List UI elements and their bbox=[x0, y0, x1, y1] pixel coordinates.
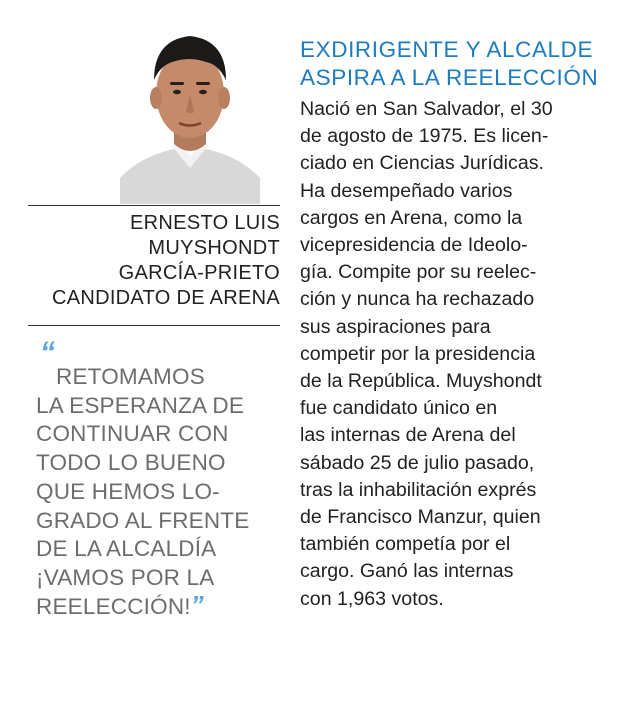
bio-line: de la República. Muyshondt bbox=[300, 370, 542, 393]
bio-line: ción y nunca ha rechazado bbox=[300, 288, 535, 311]
bio-line: Ha desempeñado varios bbox=[300, 179, 513, 202]
biography-text bbox=[300, 96, 620, 613]
candidate-portrait-photo bbox=[120, 18, 260, 204]
candidate-name-caption bbox=[20, 211, 280, 311]
bio-line: vicepresidencia de Ideolo- bbox=[300, 234, 528, 257]
bio-line: cargo. Ganó las internas bbox=[300, 560, 514, 583]
bio-line: tras la inhabilitación exprés bbox=[300, 478, 537, 501]
divider-bottom bbox=[28, 325, 280, 326]
open-quote-mark: “ bbox=[40, 336, 56, 369]
quote-last-line bbox=[36, 589, 249, 622]
quote-line: GRADO AL FRENTE bbox=[36, 507, 250, 533]
bio-line: ciado en Ciencias Jurídicas. bbox=[300, 152, 544, 175]
article-headline bbox=[300, 36, 620, 92]
candidate-name-line: ERNESTO LUIS bbox=[130, 212, 280, 234]
candidate-name-line: GARCÍA-PRIETO bbox=[118, 262, 280, 284]
bio-line: competir por la presidencia bbox=[300, 342, 536, 365]
bio-line: gía. Compite por su reelec- bbox=[300, 261, 537, 284]
quote-line: LA ESPERANZA DE bbox=[36, 392, 245, 418]
bio-line: las internas de Arena del bbox=[300, 424, 516, 447]
quote-line: RETOMAMOS bbox=[56, 364, 205, 389]
headline-line: EXDIRIGENTE Y ALCALDE bbox=[300, 37, 594, 62]
candidate-name-line: MUYSHONDT bbox=[148, 237, 280, 259]
quote-line: CONTINUAR CON bbox=[36, 421, 229, 447]
bio-line: fue candidato único en bbox=[300, 397, 498, 420]
bio-line: de agosto de 1975. Es licen- bbox=[300, 125, 549, 148]
quote-line: DE LA ALCALDÍA bbox=[36, 536, 217, 562]
headline-line: ASPIRA A LA REELECCIÓN bbox=[300, 65, 599, 90]
quote-line: ¡VAMOS POR LA bbox=[36, 564, 215, 590]
quote-line: QUE HEMOS LO- bbox=[36, 478, 220, 504]
bio-line: cargos en Arena, como la bbox=[300, 206, 523, 229]
close-quote-mark: ” bbox=[190, 589, 204, 620]
bio-line: con 1,963 votos. bbox=[300, 587, 444, 610]
quote-line: TODO LO BUENO bbox=[36, 450, 226, 476]
bio-line: también competía por el bbox=[300, 533, 511, 556]
divider-top bbox=[28, 205, 280, 206]
bio-line: sábado 25 de julio pasado, bbox=[300, 451, 535, 474]
candidate-role-line: CANDIDATO DE ARENA bbox=[51, 287, 280, 309]
bio-line: de Francisco Manzur, quien bbox=[300, 506, 541, 529]
bio-line: Nació en San Salvador, el 30 bbox=[300, 98, 553, 120]
bio-line: sus aspiraciones para bbox=[300, 315, 491, 338]
quote-line: REELECCIÓN! bbox=[36, 593, 191, 619]
